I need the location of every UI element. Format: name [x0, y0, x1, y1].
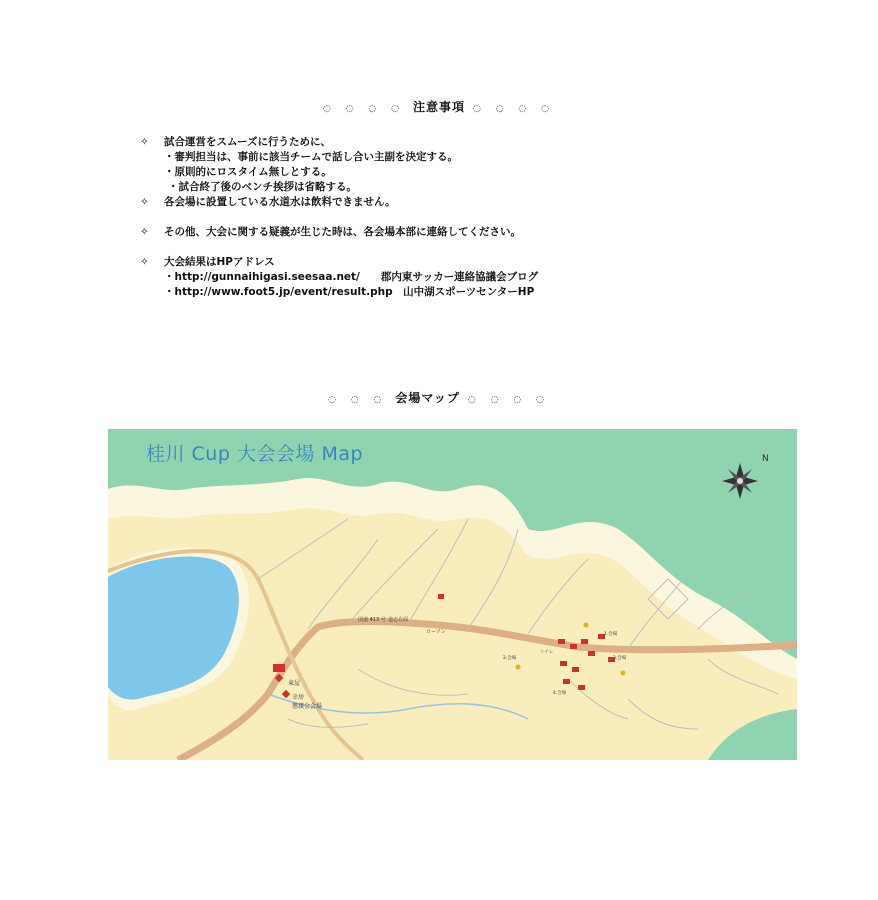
toilet-label: トイレ — [540, 650, 554, 655]
direction-label: 道志方面 — [388, 617, 409, 623]
diamond-bullet-icon: ✧ — [140, 226, 149, 238]
url-link-blog[interactable]: ・http://gunnaihigasi.seesaa.net/ 郡内東サッカー連絡協議会ブログ — [164, 271, 539, 283]
list-item — [140, 225, 538, 240]
heading-deco-right: ◌ ◌ ◌ ◌ — [473, 104, 555, 114]
notice-item-text: 大会結果はHPアドレス — [164, 256, 275, 268]
diamond-bullet-icon: ✧ — [140, 136, 149, 148]
notice-item-text: その他、大会に関する疑義が生じた時は、各会場本部に連絡してください。 — [164, 226, 521, 238]
notice-item-text: 各会場に設置している水道水は飲料できません。 — [164, 196, 396, 208]
kondan-label: 懇親会会場 — [292, 703, 323, 710]
notice-title: 注意事項 — [412, 100, 465, 114]
lawson-label: ローソン — [426, 629, 446, 635]
notice-sub-item: ・試合終了後のベンチ挨拶は省略する。 — [168, 181, 357, 193]
list-item — [140, 255, 538, 270]
notice-heading — [0, 98, 878, 115]
heading-deco-left: ◌ ◌ ◌ — [328, 395, 388, 405]
diamond-bullet-icon: ✧ — [140, 196, 149, 208]
notice-sub-item: ・審判担当は、事前に該当チームで話し合い主副を決定する。 — [164, 151, 458, 163]
url-link-results[interactable]: ・http://www.foot5.jp/event/result.php 山中湖スポーツセンターHP — [164, 286, 535, 298]
map-heading — [0, 389, 878, 406]
map-section-title: 会場マップ — [395, 391, 460, 405]
notice-list — [140, 135, 538, 300]
notice-item-text: 試合運営をスムーズに行うために、 — [164, 136, 331, 148]
field-label-4: 4.会場 — [553, 691, 567, 696]
venue-map — [108, 429, 797, 760]
field-label-2: 2.会場 — [503, 656, 517, 661]
list-item — [140, 135, 538, 150]
map-graphic — [108, 429, 797, 760]
diamond-bullet-icon: ✧ — [140, 256, 149, 268]
map-title: 桂川 Cup 大会会場 Map — [146, 443, 364, 465]
field-label-3: 3.会場 — [613, 656, 627, 661]
hall-label: 幸房 — [292, 694, 305, 701]
notice-sub-item: ・原則的にロスタイム無しとする。 — [164, 166, 332, 178]
compass-north-label: N — [762, 454, 769, 464]
list-item — [140, 195, 538, 210]
kanbo-label: 東屋 — [288, 680, 301, 687]
heading-deco-left: ◌ ◌ ◌ ◌ — [322, 104, 405, 114]
heading-deco-right: ◌ ◌ ◌ ◌ — [467, 395, 550, 405]
route-label: 国道 413 号 — [358, 617, 386, 623]
field-label-1: 1.会場 — [604, 632, 618, 637]
